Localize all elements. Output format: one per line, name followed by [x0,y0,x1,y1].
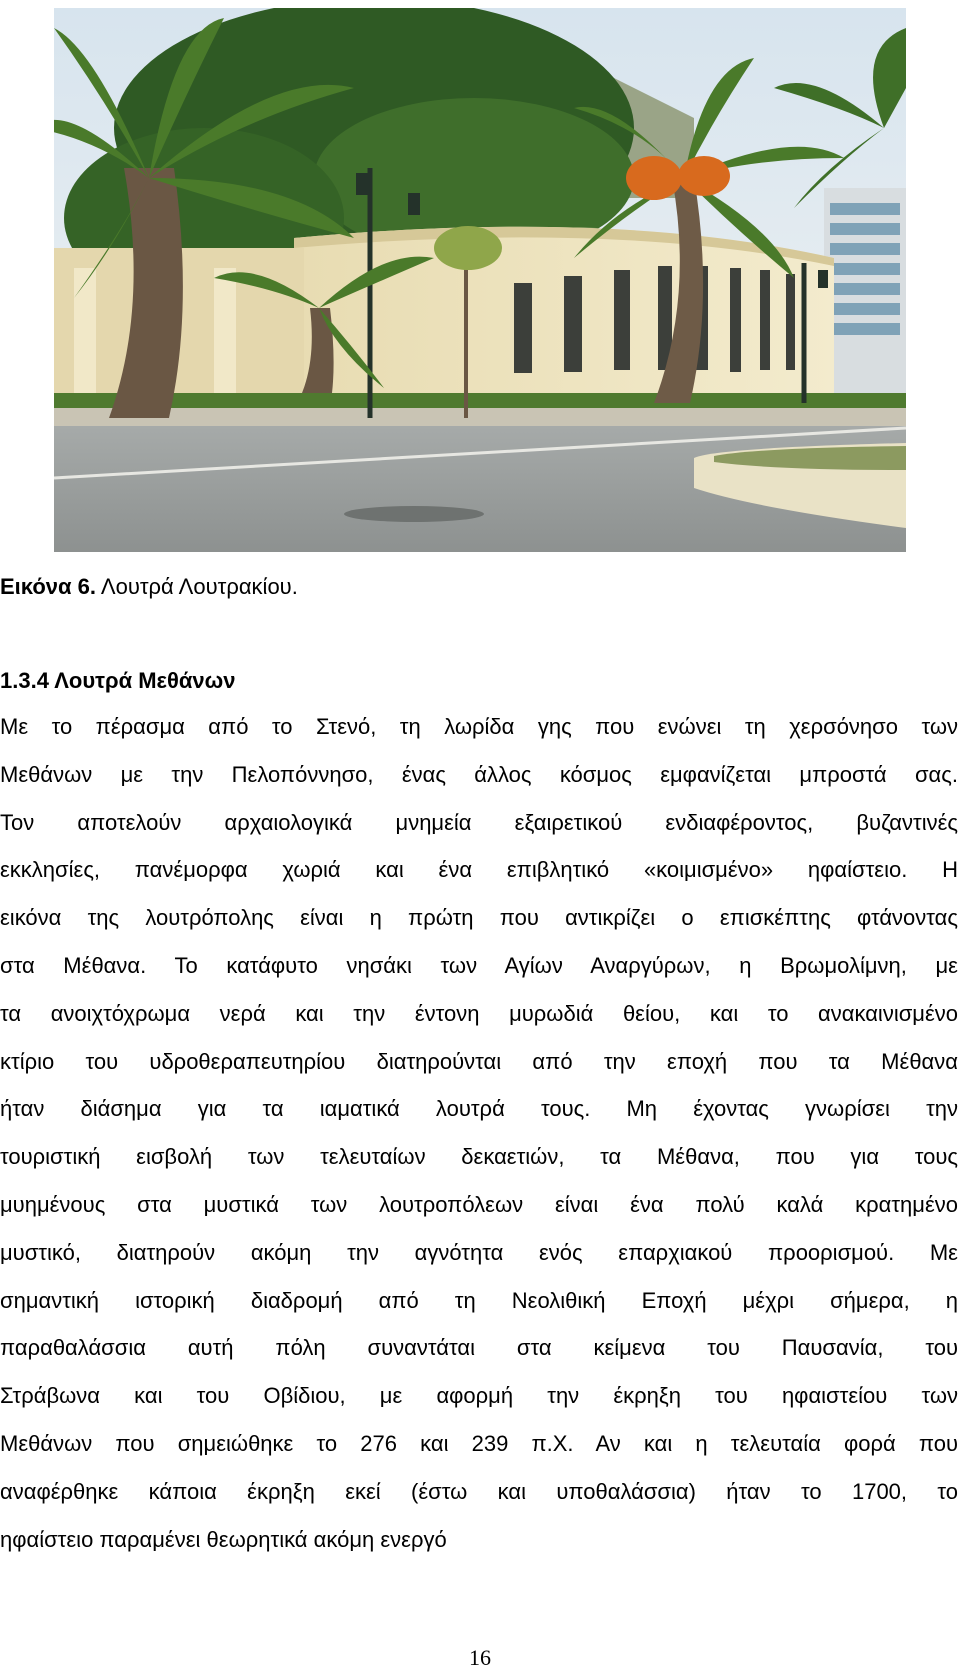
figure-caption-label: Εικόνα 6. [0,574,96,599]
body-line: ήταν διάσημα για τα ιαματικά λουτρά τους. Μη έχοντας γνωρίσει την [0,1096,958,1122]
body-line: παραθαλάσσια αυτή πόλη συναντάται στα κείμενα του Παυσανία, του [0,1335,958,1361]
body-line: μυημένους στα μυστικά των λουτροπόλεων είναι ένα πολύ καλά κρατημένο [0,1191,958,1217]
body-line: εκκλησίες, πανέμορφα χωριά και ένα επιβλητικό «κοιμισμένο» ηφαίστειο. Η [0,857,958,883]
body-line: Μεθάνων που σημειώθηκε το 276 και 239 π.Χ. Αν και η τελευταία φορά που [0,1430,958,1456]
body-line: εικόνα της λουτρόπολης είναι η πρώτη που αντικρίζει ο επισκέπτης φτάνοντας [0,905,958,931]
body-line: ηφαίστειο παραμένει θεωρητικά ακόμη ενεργό [0,1526,447,1552]
body-line: μυστικό, διατηρούν ακόμη την αγνότητα ενός επαρχιακού προορισμού. Με [0,1239,958,1265]
body-line: Με το πέρασμα από το Στενό, τη λωρίδα γης που ενώνει τη χερσόνησο των [0,714,958,739]
body-line: στα Μέθανα. Το κατάφυτο νησάκι των Αγίων Αναργύρων, η Βρωμολίμνη, με [0,952,958,978]
page-number: 16 [469,1645,491,1670]
section-body [0,712,958,1572]
body-line: σημαντική ιστορική διαδρομή από τη Νεολιθική Εποχή μέχρι σήμερα, η [0,1287,958,1313]
body-line: τουριστική εισβολή των τελευταίων δεκαετιών, τα Μέθανα, που για τους [0,1144,958,1170]
figure-caption [0,572,298,602]
body-line: Στράβωνα και του Οβίδιου, με αφορμή την έκρηξη του ηφαιστείου των [0,1383,958,1409]
bathhouse-photo [54,8,906,552]
figure-caption-text: Λουτρά Λουτρακίου. [95,574,298,599]
body-line: Μεθάνων με την Πελοπόννησο, ένας άλλος κόσμος εμφανίζεται μπροστά σας. [0,761,958,787]
body-line: κτίριο του υδροθεραπευτηρίου διατηρούνται από την εποχή που τα Μέθανα [0,1048,958,1074]
body-line: Τον αποτελούν αρχαιολογικά μνημεία εξαιρετικού ενδιαφέροντος, βυζαντινές [0,809,958,835]
section-heading: 1.3.4 Λουτρά Μεθάνων [0,668,236,693]
body-line: τα ανοιχτόχρωμα νερά και την έντονη μυρωδιά θείου, και το ανακαινισμένο [0,1000,958,1026]
body-line: αναφέρθηκε κάποια έκρηξη εκεί (έστω και υποθαλάσσια) ήταν το 1700, το [0,1478,958,1504]
